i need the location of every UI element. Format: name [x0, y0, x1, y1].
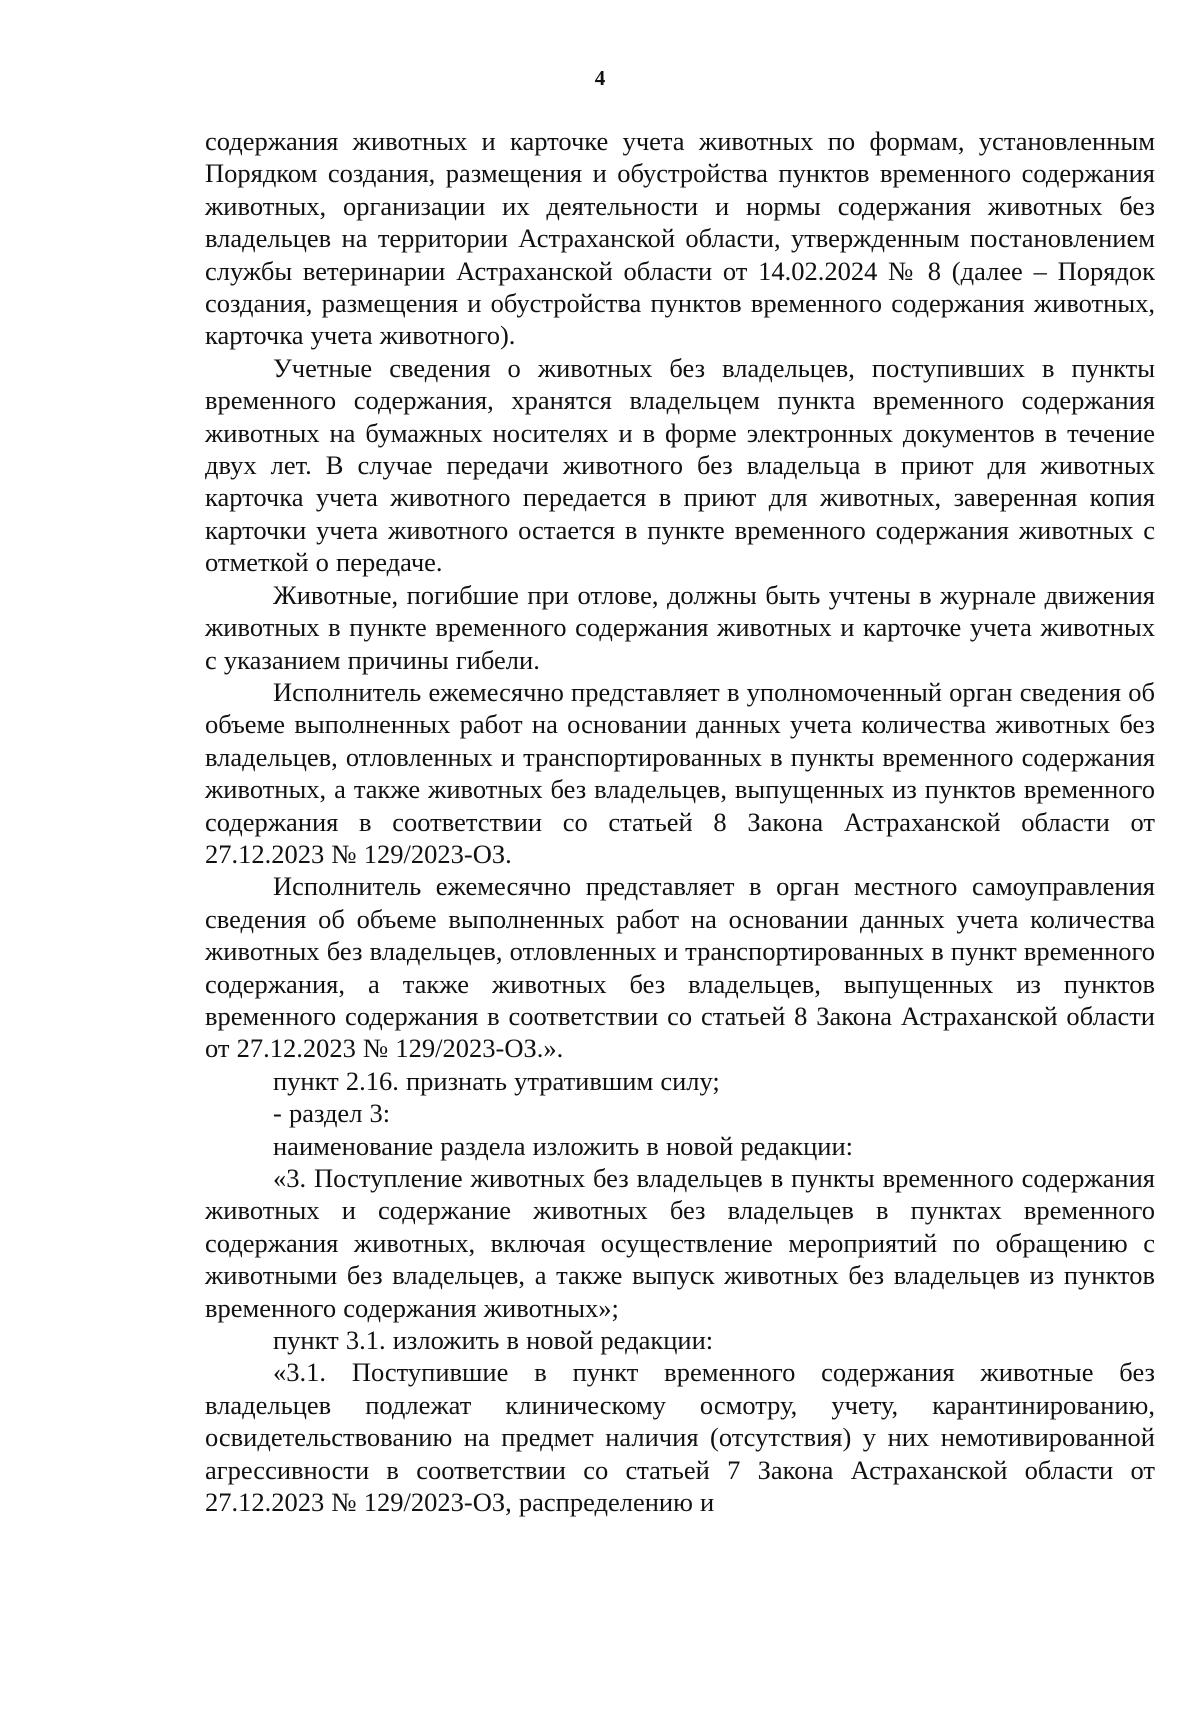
document-body [205, 125, 1155, 1518]
paragraph-10: пункт 3.1. изложить в новой редакции: [273, 1325, 714, 1356]
page-number: 4 [594, 66, 606, 90]
paragraph-3: Животные, погибшие при отлове, должны быть учтены в журнале движения животных в пункте временного содержания животных и карточке учета животных с указанием причины гибели. [205, 579, 1155, 675]
paragraph-6: пункт 2.16. признать утратившим силу; [273, 1065, 720, 1096]
paragraph-8: наименование раздела изложить в новой редакции: [273, 1130, 854, 1161]
paragraph-9: «3. Поступление животных без владельцев в пункты временного содержания животных и содержание животных без владельцев в пунктах временного содержания животных, включая осуществление мероприятий по обращению с животными без владельцев, а также выпуск животных без владельцев из пунктов временного содержания животных»; [205, 1163, 1155, 1323]
paragraph-11: «3.1. Поступившие в пункт временного содержания животные без владельцев подлежат клиническому осмотру, учету, карантинированию, освидетельствованию на предмет наличия (отсутствия) у них немотивированной агрессивности в соответствии со статьей 7 Закона Астраханской области от 27.12.2023 № 129/2023-ОЗ, распределению и [205, 1357, 1155, 1518]
paragraph-5: Исполнитель ежемесячно представляет в орган местного самоуправления сведения об объеме выполненных работ на основании данных учета количества животных без владельцев, отловленных и транспортированных в пункт временного содержания, а также животных без владельцев, выпущенных из пунктов временного содержания в соответствии со статьей 8 Закона Астраханской области от 27.12.2023 № 129/2023-ОЗ.». [205, 871, 1155, 1064]
paragraph-1: содержания животных и карточке учета животных по формам, установленным Порядком создания, размещения и обустройства пунктов временного содержания животных, организации их деятельности и нормы содержания животных без владельцев на территории Астраханской области, утвержденным постановлением службы ветеринарии Астраханской области от 14.02.2024 № 8 (далее – Порядок создания, размещения и обустройства пунктов временного содержания животных, карточка учета животного). [205, 126, 1155, 351]
paragraph-2: Учетные сведения о животных без владельцев, поступивших в пункты временного содержания, хранятся владельцем пункта временного содержания животных на бумажных носителях и в форме электронных документов в течение двух лет. В случае передачи животного без владельца в приют для животных карточка учета животного передается в приют для животных, заверенная копия карточки учета животного остается в пункте временного содержания животных с отметкой о передаче. [205, 352, 1155, 578]
paragraph-4: Исполнитель ежемесячно представляет в уполномоченный орган сведения об объеме выполненных работ на основании данных учета количества животных без владельцев, отловленных и транспортированных в пункты временного содержания животных, а также животных без владельцев, выпущенных из пунктов временного содержания в соответствии со статьей 8 Закона Астраханской области от 27.12.2023 № 129/2023-ОЗ. [205, 676, 1155, 869]
paragraph-7: - раздел 3: [273, 1098, 391, 1129]
